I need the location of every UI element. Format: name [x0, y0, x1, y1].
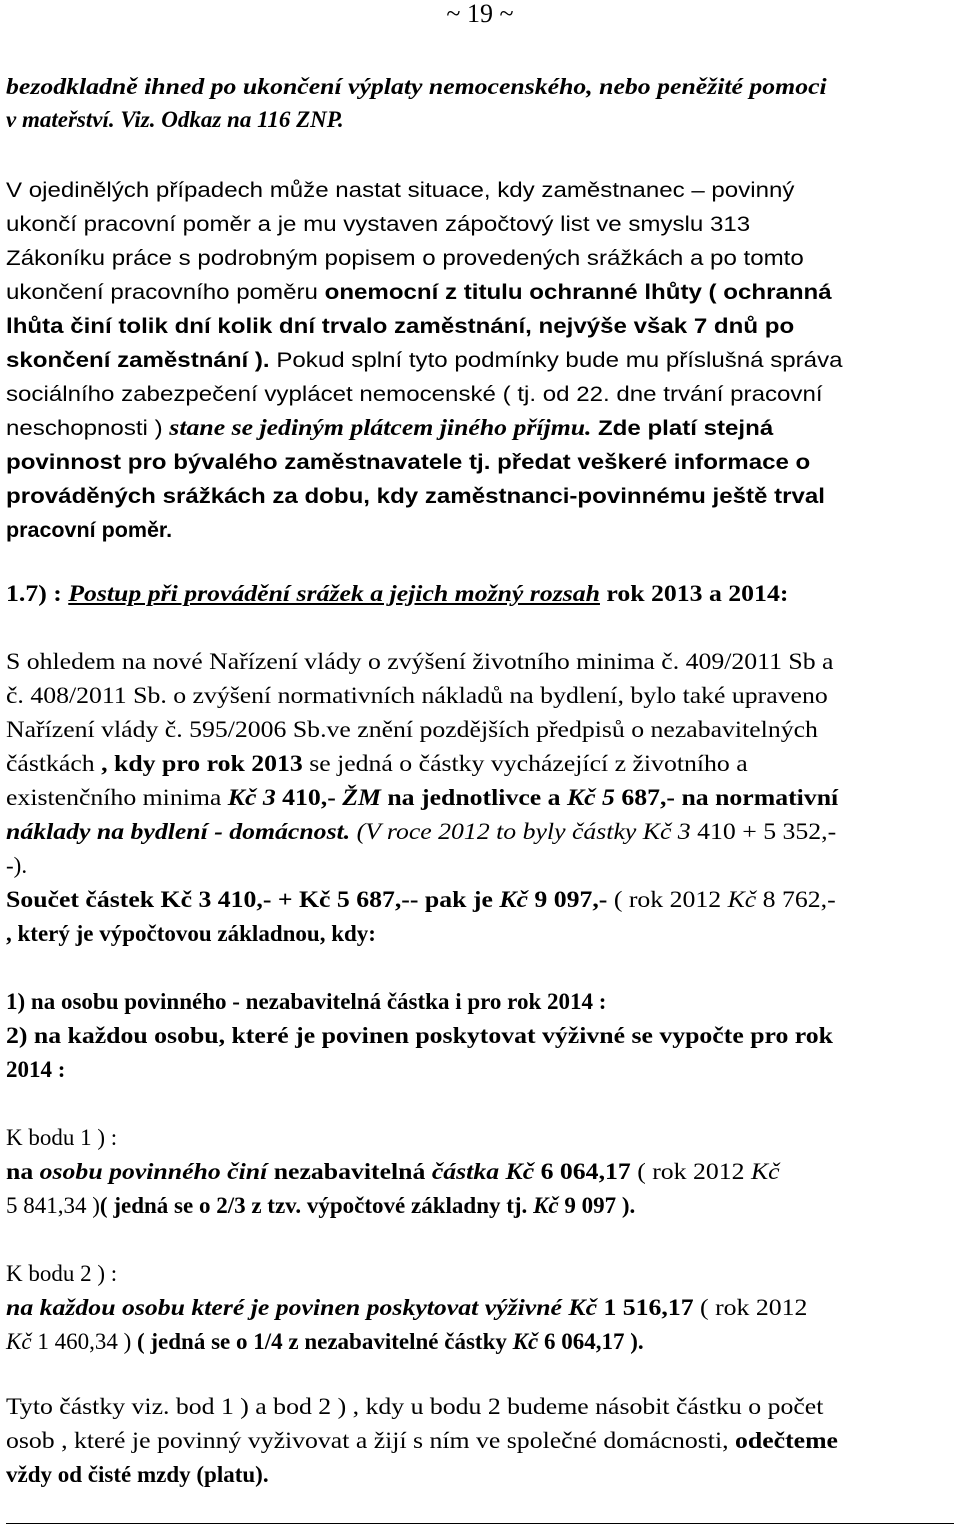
text-segment: Kč [750, 1159, 780, 1184]
text-segment: K bodu 2 ) : [6, 1261, 118, 1286]
text-segment: Pokud splní tyto podmínky bude mu příslušná správa [276, 348, 843, 372]
text-segment: neschopnosti ) [6, 416, 170, 440]
text-segment: na [6, 1159, 40, 1184]
text-line [6, 1392, 823, 1422]
text-segment: ( rok 2012 [637, 1159, 751, 1184]
text-segment: bezodkladně ihned po ukončení výplaty nemocenského, nebo peněžité pomoci [6, 74, 827, 99]
text-segment: ( jedná se o 2/3 z tzv. výpočtové základny tj. [99, 1193, 534, 1218]
text-segment: částkách [6, 751, 102, 776]
text-segment: Kč [6, 1329, 38, 1354]
text-segment: nezabavitelná [273, 1159, 432, 1184]
text-segment: pracovní poměr. [6, 518, 173, 542]
text-line [6, 579, 788, 609]
text-segment: osob , které je povinný vyživovat a žijí s ním ve společné domácnosti, [6, 1428, 735, 1453]
text-segment: Zákoníku práce s podrobným popisem o provedených srážkách a po tomto [6, 246, 804, 270]
text-segment: 6 064,17 ). [543, 1329, 644, 1354]
text-segment: 1.7) : [6, 581, 69, 606]
text-segment: (V roce 2012 to byly částky Kč 3 [356, 819, 698, 844]
text-segment: náklady na bydlení - domácnost. [6, 819, 357, 844]
text-segment: K bodu 1 ) : [6, 1125, 118, 1150]
text-segment: 5 841,34 ) [6, 1193, 100, 1218]
text-segment: Kč 3 [227, 785, 283, 810]
text-segment: prováděných srážkách za dobu, kdy zaměstnanci-povinnému ještě trval [6, 484, 825, 508]
text-segment: vždy od čisté mzdy (platu). [6, 1462, 269, 1487]
text-segment: sociálního zabezpečení vyplácet nemocenské ( tj. od 22. dne trvání pracovní [6, 382, 823, 406]
text-line [6, 647, 834, 677]
text-segment: 410 + 5 352,- [697, 819, 837, 844]
text-line [6, 1191, 635, 1221]
text-segment: stane se jediným plátcem jiného příjmu. [169, 415, 598, 440]
text-segment: lhůta činí tolik dní kolik dní trvalo zaměstnání, nejvýše však 7 dnů po [6, 314, 795, 338]
text-line [6, 715, 818, 745]
text-line [6, 447, 810, 477]
text-line [6, 1021, 833, 1051]
text-segment: skončení zaměstnání ). [6, 348, 277, 372]
text-segment: 1 516,17 [603, 1295, 701, 1320]
text-segment: Kč [533, 1193, 565, 1218]
text-line [6, 987, 606, 1017]
text-line [6, 783, 838, 813]
text-segment: 687,- na normativní [621, 785, 839, 810]
text-segment: 1) na osobu povinného - nezabavitelná částka i pro rok 2014 : [6, 989, 607, 1014]
text-segment: 9 097,- [534, 887, 614, 912]
text-segment: Kč [727, 887, 763, 912]
text-segment: odečteme [734, 1428, 838, 1453]
text-segment: částka Kč [431, 1159, 541, 1184]
text-segment: Kč [512, 1329, 544, 1354]
text-segment: ukončení pracovního poměru [6, 280, 325, 304]
footer-rule [6, 1523, 954, 1524]
text-line [6, 749, 748, 779]
text-line [6, 277, 832, 307]
text-segment: v mateřství. Viz. Odkaz na 116 ZNP. [6, 107, 344, 132]
text-line [6, 72, 827, 102]
text-segment: na jednotlivce a [387, 785, 567, 810]
text-segment: Nařízení vlády č. 595/2006 Sb.ve znění pozdějších předpisů o nezabavitelných [6, 717, 818, 742]
text-segment: Součet částek Kč 3 410,- + Kč 5 687,-- pak je [6, 887, 500, 912]
text-line [6, 681, 828, 711]
text-segment: Kč [499, 887, 535, 912]
text-segment: 2014 : [6, 1057, 66, 1082]
text-line [6, 885, 836, 915]
text-segment: 8 762,- [762, 887, 836, 912]
text-segment: 9 097 ). [564, 1193, 636, 1218]
text-line [6, 209, 750, 239]
text-line [6, 1327, 644, 1357]
text-line [6, 1426, 838, 1456]
text-line [6, 919, 376, 949]
text-line [6, 817, 836, 847]
page-number: ~ 19 ~ [446, 0, 514, 28]
text-line [6, 311, 794, 341]
text-segment: 6 064,17 [540, 1159, 638, 1184]
text-line [6, 105, 344, 135]
text-segment: ( rok 2012 [613, 887, 728, 912]
text-line [6, 481, 825, 511]
text-segment: osobu povinného činí [39, 1159, 274, 1184]
text-segment: povinnost pro bývalého zaměstnavatele tj. předat veškeré informace o [6, 450, 811, 474]
text-segment: 1 460,34 ) [37, 1329, 137, 1354]
text-segment: na každou osobu které je povinen poskytovat výživné Kč [6, 1295, 604, 1320]
text-line [6, 243, 804, 273]
text-line [6, 1460, 269, 1490]
text-segment: S ohledem na nové Nařízení vlády o zvýšení životního minima č. 409/2011 Sb a [6, 649, 834, 674]
text-line [6, 175, 794, 205]
text-line [6, 851, 27, 881]
text-segment: existenčního minima [6, 785, 228, 810]
text-line [6, 379, 823, 409]
text-line [6, 1157, 780, 1187]
text-segment: -). [6, 853, 28, 878]
text-line [6, 1123, 117, 1153]
text-line [6, 1293, 807, 1323]
text-line [6, 515, 172, 545]
text-line [6, 413, 773, 443]
text-segment: , který je výpočtovou základnou, kdy: [6, 921, 376, 946]
text-segment: V ojedinělých případech může nastat situace, kdy zaměstnanec – povinný [6, 178, 795, 202]
text-line [6, 345, 843, 375]
text-segment: ( jedná se o 1/4 z nezabavitelné částky [136, 1329, 513, 1354]
text-segment: 410,- [282, 785, 343, 810]
text-segment: Postup při provádění srážek a jejich možný rozsah [68, 581, 600, 606]
text-segment: onemocní z titulu ochranné lhůty ( ochranná [324, 280, 832, 304]
text-line [6, 1259, 117, 1289]
text-segment: Tyto částky viz. bod 1 ) a bod 2 ) , kdy u bodu 2 budeme násobit částku o počet [6, 1394, 824, 1419]
text-segment: ŽM [342, 785, 388, 810]
text-segment: se jedná o částky vycházející z životního a [309, 751, 748, 776]
text-segment: ( rok 2012 [700, 1295, 808, 1320]
text-segment: rok 2013 a 2014: [599, 581, 789, 606]
text-segment: Kč 5 [566, 785, 622, 810]
text-segment: ukončí pracovní poměr a je mu vystaven zápočtový list ve smyslu 313 [6, 212, 751, 236]
text-segment: Zde platí stejná [597, 416, 774, 440]
text-segment: , kdy pro rok 2013 [101, 751, 310, 776]
text-segment: 2) na každou osobu, které je povinen poskytovat výživné se vypočte pro rok [6, 1023, 833, 1048]
text-line [6, 1055, 65, 1085]
text-segment: č. 408/2011 Sb. o zvýšení normativních nákladů na bydlení, bylo také upraveno [6, 683, 828, 708]
